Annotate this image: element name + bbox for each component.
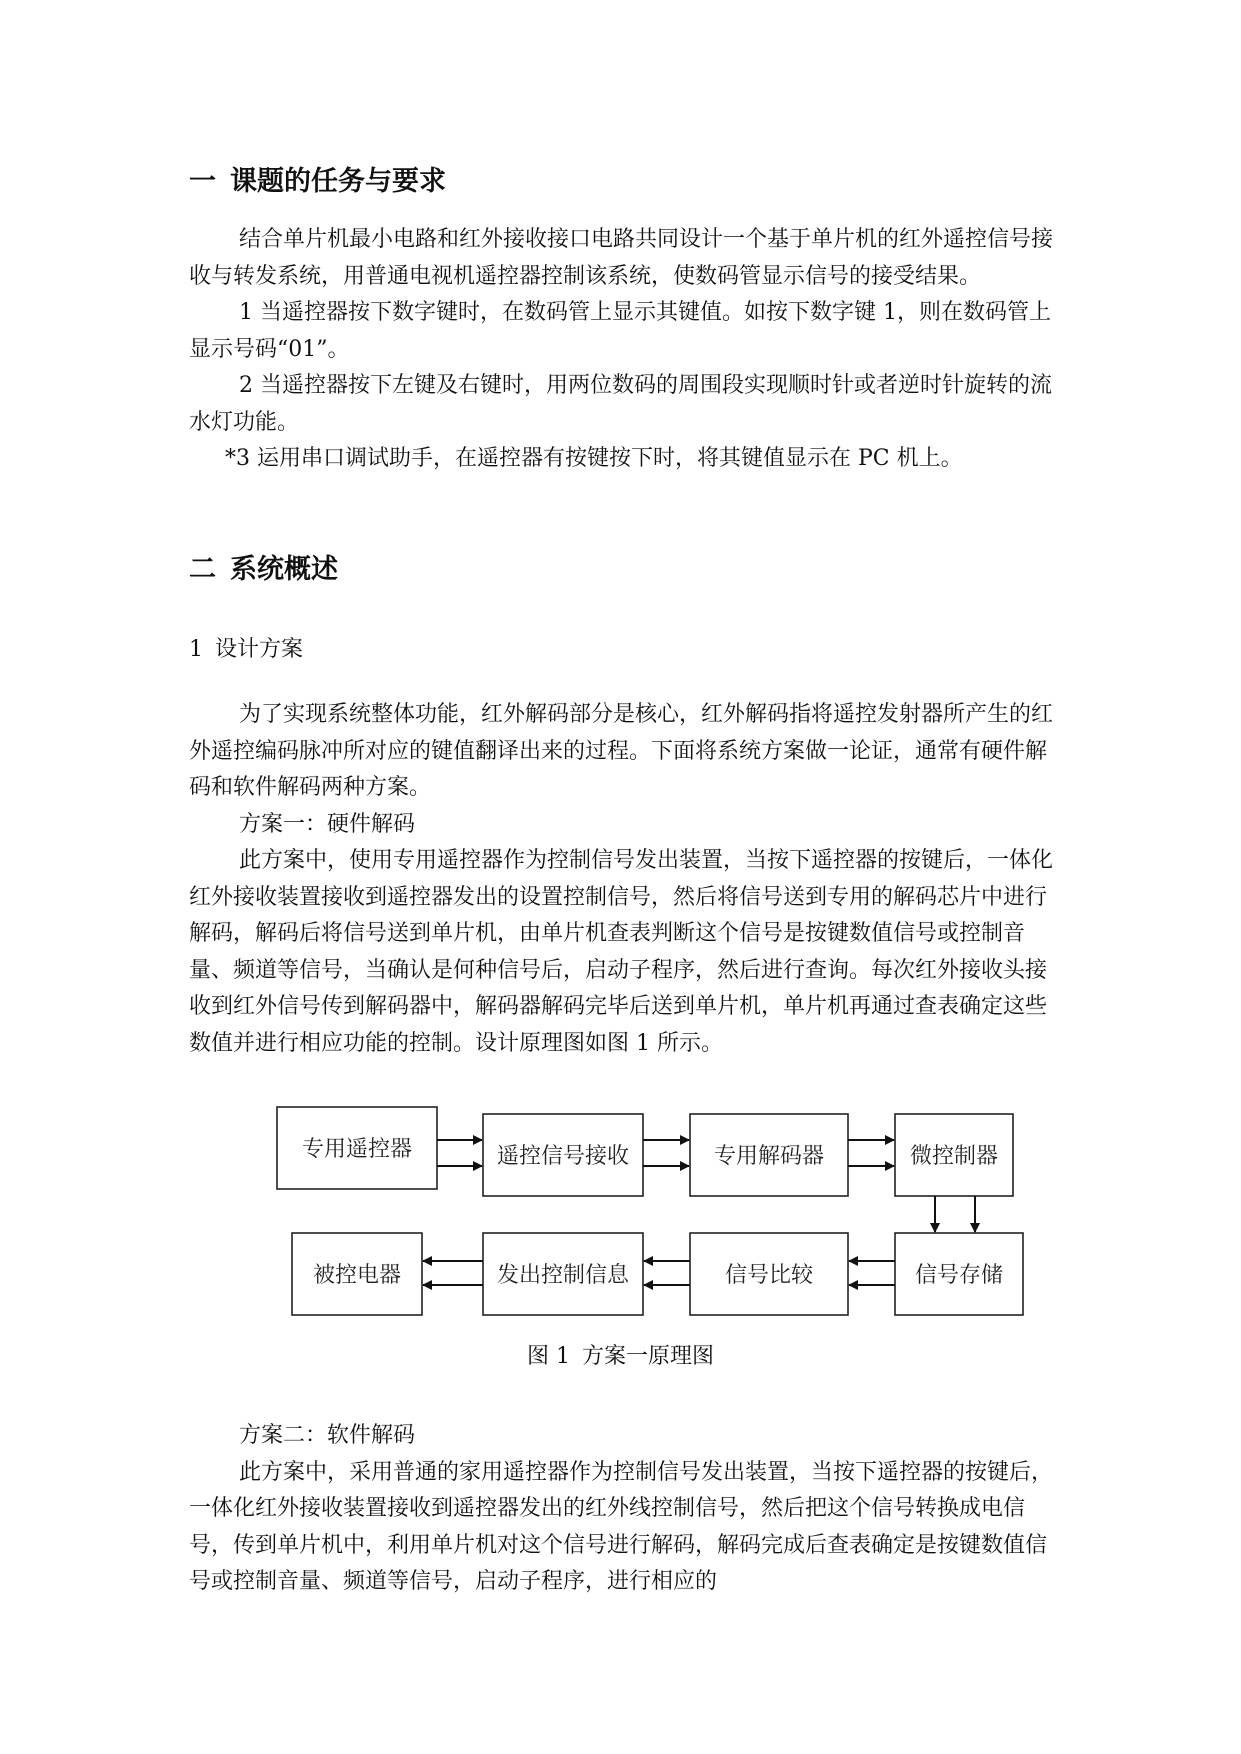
section-number: 二 [189, 554, 216, 585]
box-remote [277, 1107, 437, 1189]
box-compare-label: 信号比较 [724, 1263, 814, 1288]
box-receive-label: 遥控信号接收 [496, 1144, 630, 1169]
box-send [483, 1233, 643, 1315]
plan-2-paragraph: 此方案中，采用普通的家用遥控器作为控制信号发出装置，当按下遥控器的按键后，一体化红外接收装置接收到遥控器发出的红外线控制信号，然后把这个信号转换成电信号，传到单片机中，利用单片机对这个信号进行解码，解码完成后查表确定是按键数值信号或控制音量、频道等信号，启动子程序，进行相应的 [189, 1459, 1054, 1594]
section-2-body-continued [189, 1418, 1063, 1601]
requirement-1: 1 当遥控器按下数字键时，在数码管上显示其键值。如按下数字键 1，则在数码管上显示号码“01”。 [189, 300, 1051, 362]
requirement-2: 2 当遥控器按下左键及右键时，用两位数码的周围段实现顺时针或者逆时针旋转的流水灯功能。 [189, 373, 1052, 435]
box-decoder-label: 专用解码器 [713, 1144, 825, 1169]
figure-number: 图 1 [526, 1344, 570, 1369]
figure-1-diagram [270, 1100, 1030, 1325]
subsection-title: 设计方案 [215, 637, 304, 662]
section-2-body [189, 697, 1063, 1062]
requirement-3: *3 运用串口调试助手，在遥控器有按键按下时，将其键值显示在 PC 机上。 [225, 446, 963, 471]
box-compare [690, 1233, 848, 1315]
intro-paragraph: 结合单片机最小电路和红外接收接口电路共同设计一个基于单片机的红外遥控信号接收与转发系统，用普通电视机遥控器控制该系统，使数码管显示信号的接受结果。 [189, 227, 1054, 289]
figure-caption-text: 方案一原理图 [581, 1344, 714, 1369]
box-remote-label: 专用遥控器 [301, 1137, 413, 1162]
subsection-number: 1 [189, 637, 203, 662]
overview-paragraph: 为了实现系统整体功能，红外解码部分是核心，红外解码指将遥控发射器所产生的红外遥控编码脉冲所对应的键值翻译出来的过程。下面将系统方案做一论证，通常有硬件解码和软件解码两种方案。 [189, 702, 1054, 800]
plan-1-label: 方案一：硬件解码 [239, 811, 416, 837]
box-storage [895, 1233, 1023, 1315]
section-number: 一 [189, 166, 216, 197]
plan-1-paragraph: 此方案中，使用专用遥控器作为控制信号发出装置，当按下遥控器的按键后，一体化红外接收装置接收到遥控器发出的设置控制信号，然后将信号送到专用的解码芯片中进行解码，解码后将信号送到单片机，由单片机查表判断这个信号是按键数值信号或控制音量、频道等信号，当确认是何种信号后，启动子程序，然后进行查询。每次红外接收头接收到红外信号传到解码器中，解码器解码完毕后送到单片机，单片机再通过查表确定这些数值并进行相应功能的控制。设计原理图如图 1 所示。 [189, 848, 1054, 1056]
subsection-heading [189, 632, 303, 668]
box-send-label: 发出控制信息 [496, 1263, 630, 1288]
box-storage-label: 信号存储 [914, 1263, 1004, 1288]
box-mcu-label: 微控制器 [909, 1144, 999, 1169]
section-title: 系统概述 [230, 554, 338, 585]
box-device-label: 被控电器 [312, 1263, 402, 1288]
box-device [292, 1233, 422, 1315]
section-heading-2 [189, 553, 338, 587]
section-heading-1 [189, 165, 446, 199]
section-title: 课题的任务与要求 [230, 166, 446, 197]
box-receive [483, 1114, 643, 1196]
figure-1-caption [0, 1340, 1241, 1374]
box-decoder [690, 1114, 848, 1196]
plan-2-label: 方案二：软件解码 [239, 1423, 416, 1448]
box-mcu [895, 1114, 1013, 1196]
section-1-body [189, 222, 1063, 478]
